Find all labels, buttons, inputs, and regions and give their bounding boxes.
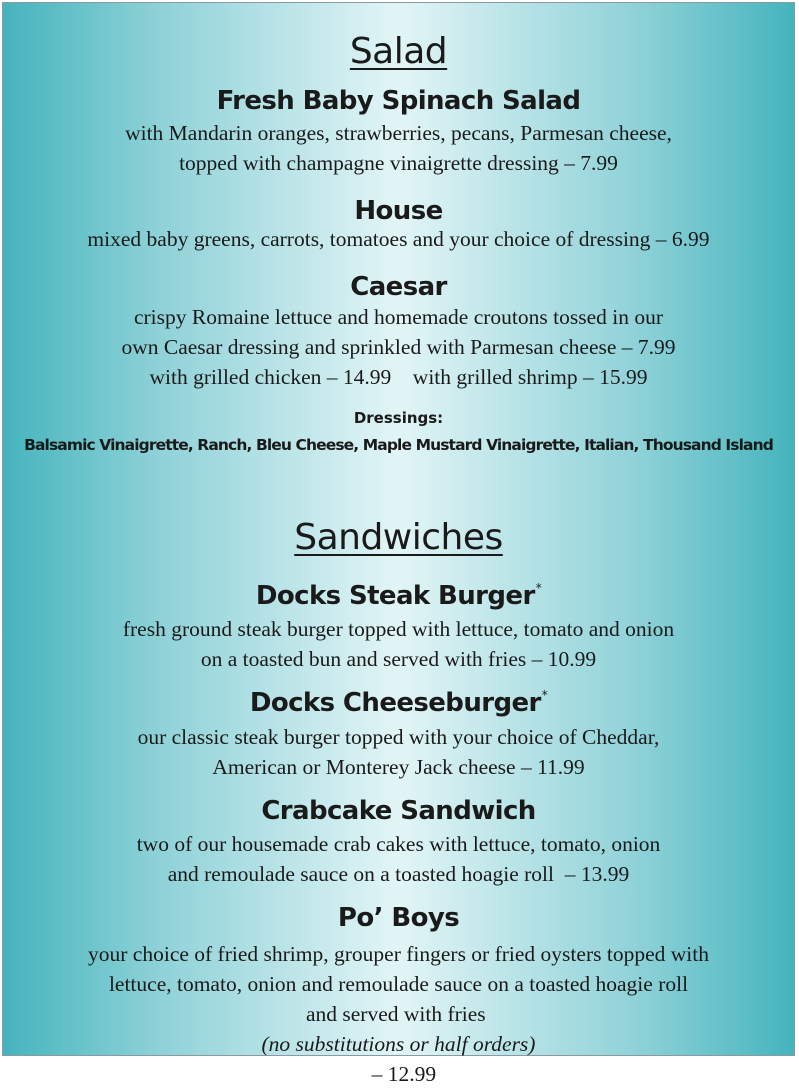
description-line: your choice of fried shrimp, grouper fingers or fried oysters topped with: [88, 942, 709, 966]
description-line: on a toasted bun and served with fries – 10.99: [200, 647, 597, 671]
dressings-title: Dressings:: [353, 409, 444, 427]
description-line: two of our housemade crab cakes with lettuce, tomato, onion: [136, 832, 661, 856]
line-text: and served with fries: [305, 1002, 492, 1026]
menu-item-title: [3, 688, 794, 718]
description-line: mixed baby greens, carrots, tomatoes and your choice of dressing – 6.99: [87, 227, 710, 251]
price: – 12.99: [360, 1062, 437, 1086]
item-name: Docks Cheeseburger: [249, 688, 541, 718]
menu-item-description: [3, 118, 794, 178]
description-line: topped with champagne vinaigrette dressing – 7.99: [179, 151, 618, 175]
menu-item-description: [3, 614, 794, 674]
menu-item-description: [3, 939, 794, 1089]
description-line: crispy Romaine lettuce and homemade croutons tossed in our: [133, 305, 663, 329]
salad-section-title: Salad: [349, 31, 448, 72]
dressings-list: Balsamic Vinaigrette, Ranch, Bleu Cheese, Maple Mustard Vinaigrette, Italian, Thousand Island: [24, 436, 773, 454]
menu-item-description: [3, 829, 794, 889]
no-substitutions-note: (no substitutions or half orders): [261, 1032, 536, 1056]
menu-item-description: [3, 302, 794, 392]
menu-item-title: Caesar: [350, 272, 447, 302]
menu-item-title: Fresh Baby Spinach Salad: [216, 86, 581, 116]
footnote-mark: *: [541, 688, 548, 702]
description-line: with Mandarin oranges, strawberries, pecans, Parmesan cheese,: [125, 121, 672, 145]
menu-item-title: House: [354, 196, 443, 226]
description-line: fresh ground steak burger topped with lettuce, tomato and onion: [122, 617, 675, 641]
menu-item-title: Po’ Boys: [337, 903, 460, 933]
sandwiches-section-title: Sandwiches: [294, 517, 503, 558]
description-line: own Caesar dressing and sprinkled with Parmesan cheese – 7.99: [121, 335, 676, 359]
menu-item-title: Crabcake Sandwich: [261, 796, 536, 826]
menu-item-title: [3, 581, 794, 611]
menu-page: [2, 2, 795, 1086]
menu-item-description: [3, 224, 794, 254]
description-line: lettuce, tomato, onion and remoulade sauce on a toasted hoagie roll: [108, 972, 689, 996]
description-line: [3, 999, 794, 1089]
menu-item-description: [3, 722, 794, 782]
description-line: and remoulade sauce on a toasted hoagie roll – 13.99: [167, 862, 630, 886]
description-line: with grilled chicken – 14.99 with grilled shrimp – 15.99: [149, 365, 648, 389]
description-line: our classic steak burger topped with your choice of Cheddar,: [137, 725, 660, 749]
item-name: Docks Steak Burger: [255, 581, 535, 611]
description-line: American or Monterey Jack cheese – 11.99: [212, 755, 585, 779]
footnote-mark: *: [535, 581, 542, 595]
